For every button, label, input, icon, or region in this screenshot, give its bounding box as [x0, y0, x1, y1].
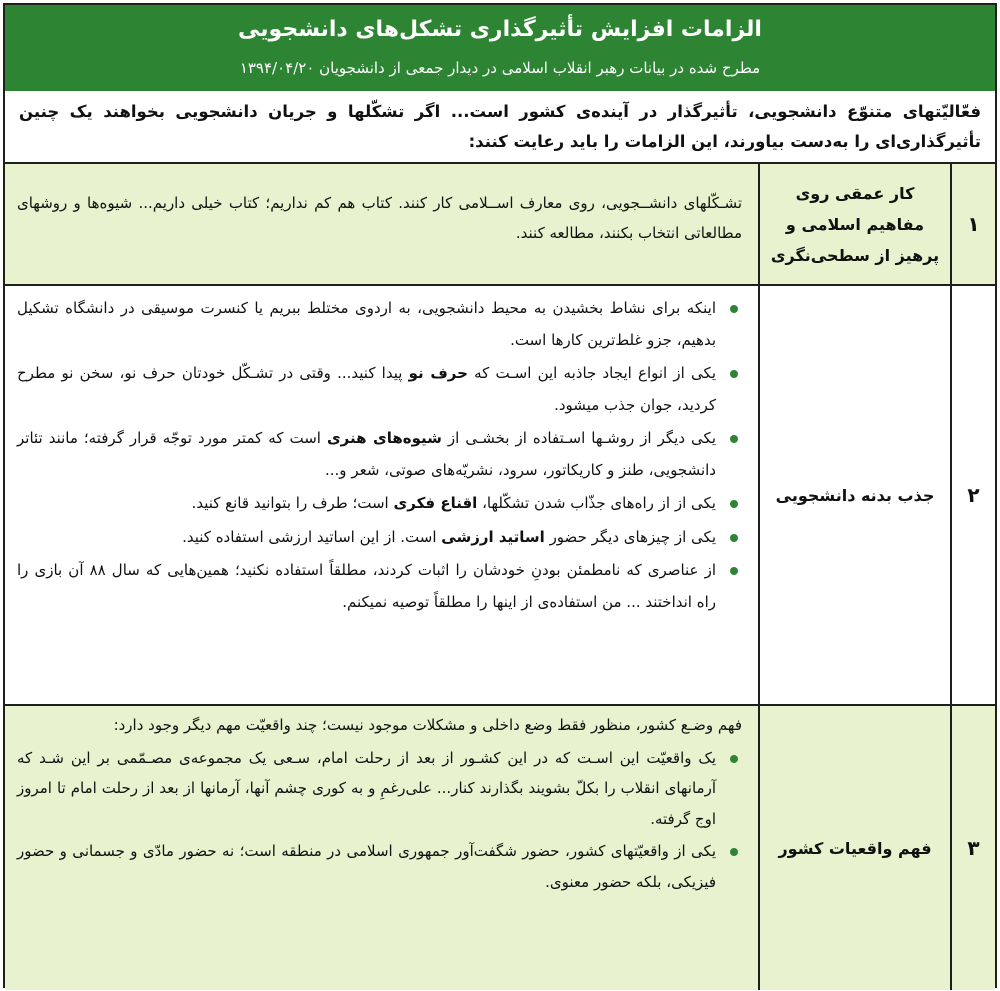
row-content: تشـکّلهای دانشــجویی، روی معارف اســلامی کار کنند. کتاب هم کم نداریم؛ کتاب خیلی داریم... شیوه‌ها و روشهای مطالعاتی انتخاب بکنند، مطالعه کنند.	[17, 194, 742, 242]
table-header	[5, 5, 995, 93]
list-item	[17, 836, 742, 897]
item-emphasis: شیوه‌های هنری	[326, 429, 442, 447]
list-item	[17, 423, 742, 486]
item-text: است؛ طرف را بتوانید قانع کنید.	[191, 494, 394, 512]
bullet-dot-icon	[730, 370, 738, 378]
bullet-dot-icon	[730, 435, 738, 443]
list-item	[17, 358, 742, 421]
item-emphasis: اساتید ارزشی	[441, 527, 545, 546]
list-item	[17, 488, 742, 520]
bullet-dot-icon	[730, 500, 738, 508]
row-number: ۳	[950, 706, 995, 990]
item-text: یک واقعیّت این اسـت که در این کشـور از بعد از رحلت امام، سـعی یک مجموعه‌ی مصـمّمی بر این شـد که آرمانهای انقلاب را بکلّ بشویند بگذارند کنار... علی‌رغمِ و به کوری چشم آنها، آرمانها از بعد از رحلت امام تا امروز اوج گرفته.	[17, 748, 716, 828]
list-item	[17, 293, 742, 356]
row-number: ۱	[950, 164, 995, 284]
bullet-dot-icon	[730, 534, 738, 542]
row-topic: کار عمقی روی مفاهیم اسلامی و پرهیز از سطحی‌نگری	[758, 164, 950, 284]
item-text: است. از این اساتید ارزشی استفاده کنید.	[182, 527, 442, 546]
item-text: از عناصری که نامطمئن بودنِ خودشان را اثبات کردند، مطلقاً استفاده نکنید؛ همین‌هایی که سال ۸۸ آن بازی را راه انداختند ... من استفاده‌ی از اینها را مطلقاً توصیه نمیکنم.	[17, 561, 717, 611]
item-text: یکی از چیزهای دیگر حضور	[544, 527, 716, 546]
row-topic: جذب بدنه دانشجویی	[758, 286, 950, 704]
item-text: یکی دیگر از روشـها اسـتفاده از بخشـی از	[441, 429, 716, 447]
table-row	[5, 164, 995, 286]
item-emphasis: حرف نو	[408, 364, 468, 382]
page-title: الزامات افزایش تأثیرگذاری تشکل‌های دانشجویی	[238, 17, 762, 42]
bullet-dot-icon	[730, 567, 738, 575]
page-subtitle: مطرح شده در بیانات رهبر انقلاب اسلامی در دیدار جمعی از دانشجویان ۱۳۹۴/۰۴/۲۰	[239, 59, 761, 77]
row-topic: فهم واقعیات کشور	[758, 706, 950, 990]
table-row	[5, 286, 995, 706]
item-emphasis: اقناع فکری	[393, 494, 478, 512]
item-text: یکی از از راه‌های جذّاب شدن تشکّلها،	[477, 494, 716, 512]
row-content	[5, 706, 756, 990]
bullet-list	[17, 743, 742, 898]
item-text: یکی از واقعیّتهای کشور، حضور شگفت‌آور جمهوری اسلامی در منطقه است؛ نه حضور مادّی و جسمانی و حضور فیزیکی، بلکه حضور معنوی.	[17, 842, 716, 891]
bullet-list	[17, 293, 742, 618]
bullet-dot-icon	[730, 848, 738, 856]
list-item	[17, 555, 742, 618]
intro-text: فعّالیّتهای متنوّع دانشجویی، تأثیرگذار در آینده‌ی کشور است... اگر تشکّلها و جریان دانشجویی بخواهند یک چنین تأثیرگذاری‌ای را به‌دست بیاورند، این الزامات را باید رعایت کنند:	[5, 91, 995, 164]
bullet-dot-icon	[730, 755, 738, 763]
row-number: ۲	[950, 286, 995, 704]
list-item	[17, 522, 742, 554]
item-text: یکی از انواع ایجاد جاذبه این اسـت که	[467, 364, 716, 382]
bullet-dot-icon	[730, 305, 738, 313]
row-content	[5, 286, 756, 704]
list-item	[17, 743, 742, 835]
item-text: پیدا کنید... وقتی در تشـکّل خودتان حرف نو، سخن نو مطرح کردید، جوان جذب میشود.	[17, 364, 716, 414]
requirements-table	[3, 3, 997, 988]
item-text: است که کمتر مورد توجّه قرار گرفته؛ مانند تئاتر دانشجویی، طنز و کاریکاتور، سرود، نشریّه‌های صوتی، شعر و...	[17, 429, 716, 479]
table-row	[5, 706, 995, 990]
item-text: اینکه برای نشاط بخشیدن به محیط دانشجویی، به اردوی مختلط ببریم یا کنسرت موسیقی در دانشگاه تشکیل بدهیم، جزو غلط‌ترین کارها است.	[17, 299, 716, 349]
row-lead-text: فهم وضـع کشور، منظور فقط وضع داخلی و مشکلات موجود نیست؛ چند واقعیّت مهم دیگر وجود دارد:	[113, 716, 742, 734]
